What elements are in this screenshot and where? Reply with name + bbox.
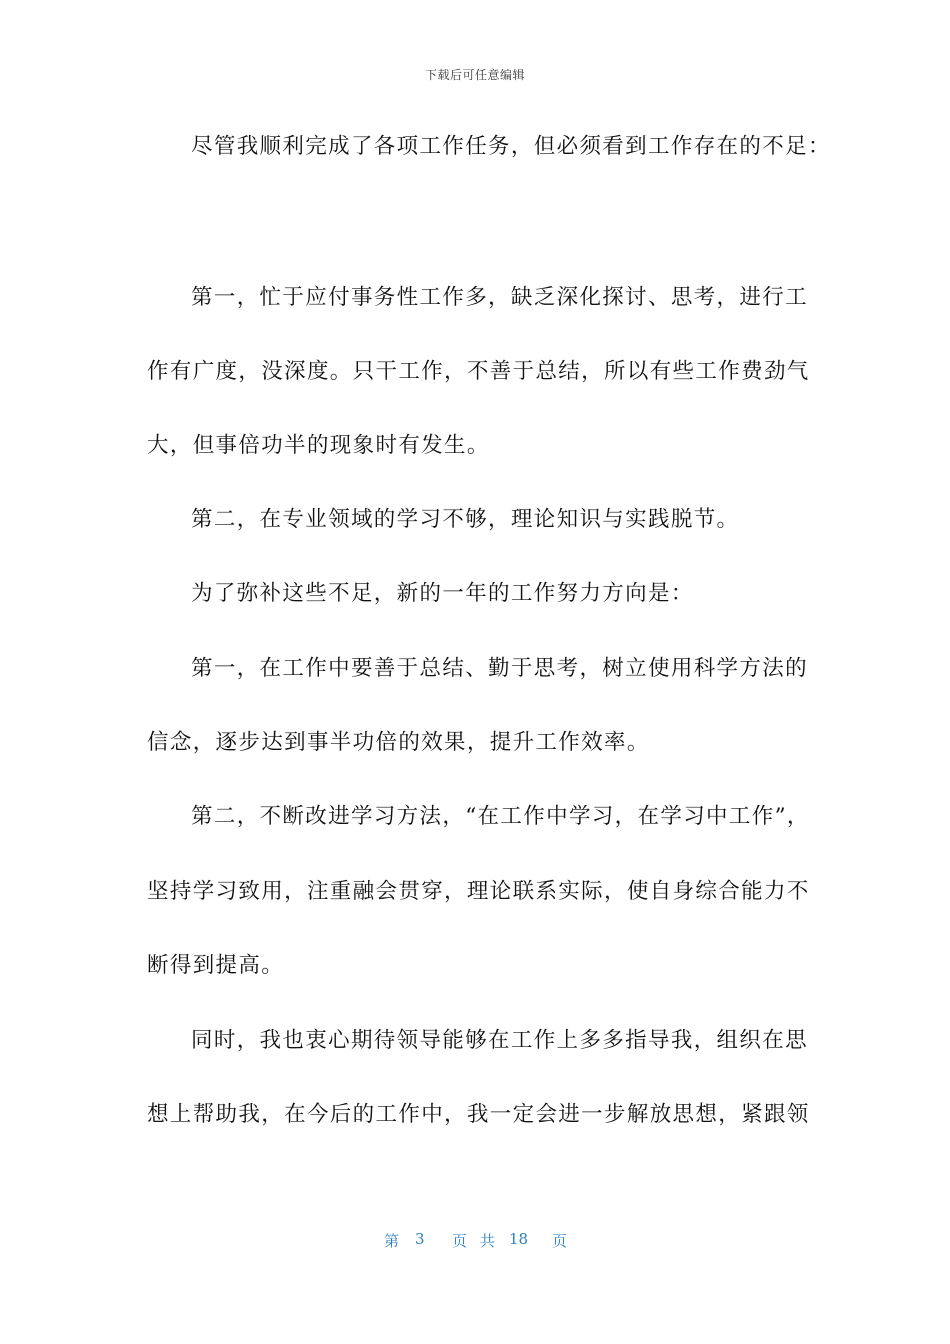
- text-line: 作有广度，没深度。只干工作，不善于总结，所以有些工作费劲气: [147, 359, 810, 384]
- text-line: 信念，逐步达到事半功倍的效果，提升工作效率。: [147, 730, 650, 755]
- text-line: 第二，在专业领域的学习不够，理论知识与实践脱节。: [191, 507, 740, 532]
- text-line: 想上帮助我，在今后的工作中，我一定会进一步解放思想，紧跟领: [147, 1102, 810, 1127]
- text-line: 坚持学习致用，注重融会贯穿，理论联系实际，使自身综合能力不: [147, 879, 810, 904]
- text-line: 第一，在工作中要善于总结、勤于思考，树立使用科学方法的: [191, 656, 808, 681]
- page-label-mid: 页 共: [452, 1232, 499, 1250]
- text-line: 同时，我也衷心期待领导能够在工作上多多指导我，组织在思: [191, 1028, 808, 1053]
- page-footer: [0, 1230, 950, 1250]
- current-page-number: 3: [415, 1230, 425, 1248]
- page-label-prefix: 第: [384, 1232, 400, 1250]
- total-page-number: 18: [509, 1230, 529, 1248]
- text-line: 断得到提高。: [147, 953, 285, 978]
- download-note: 下载后可任意编辑: [424, 68, 525, 82]
- text-line: 第二，不断改进学习方法，“在工作中学习，在学习中工作”，: [191, 804, 810, 829]
- text-line: 大，但事倍功半的现象时有发生。: [147, 433, 490, 458]
- text-line: 尽管我顺利完成了各项工作任务，但必须看到工作存在的不足：: [191, 134, 831, 159]
- text-line: 第一，忙于应付事务性工作多，缺乏深化探讨、思考，进行工: [191, 285, 808, 310]
- text-line: 为了弥补这些不足，新的一年的工作努力方向是：: [191, 581, 694, 606]
- page-label-suffix: 页: [552, 1232, 568, 1250]
